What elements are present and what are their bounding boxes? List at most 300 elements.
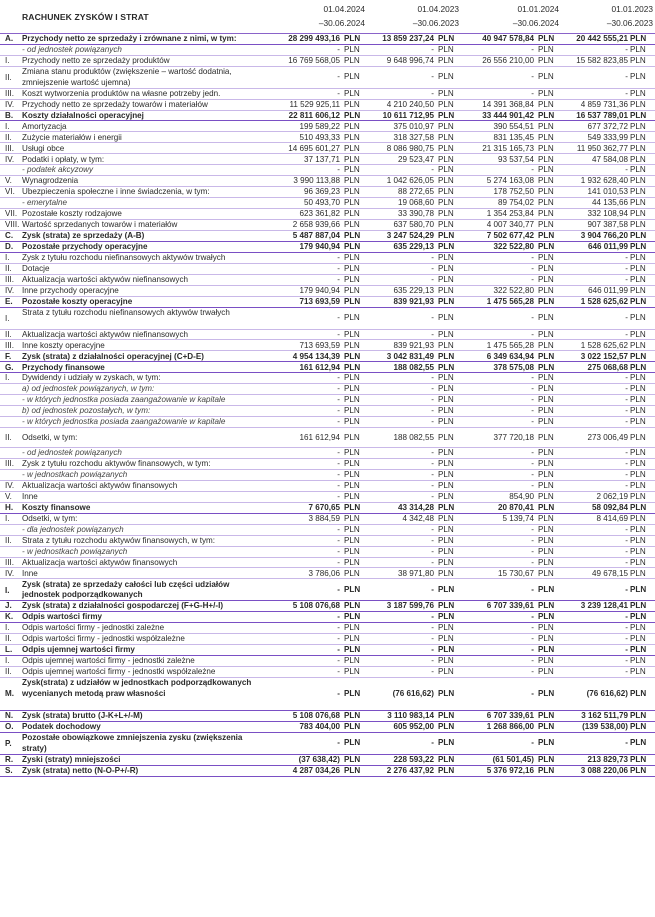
row-label: - w których jednostka posiada zaangażowanie w kapitale [22,395,226,405]
value-cell: 3 786,06 [308,568,340,578]
currency-label: PLN [630,132,646,142]
currency-label: PLN [538,481,554,490]
currency-label: PLN [538,242,555,251]
row-label: - w których jednostka posiada zaangażowanie w kapitale [22,417,226,427]
row-code: II. [5,433,12,443]
value-cell: 11 529 925,11 [289,99,340,109]
currency-label: PLN [630,546,646,556]
currency-label: PLN [344,656,360,666]
value-cell: 6 349 634,94 [486,351,534,361]
row-label: Podatek dochodowy [22,721,101,731]
currency-label: PLN [630,448,646,458]
value-cell: - [431,667,434,677]
row-label: Odpis ujemnej wartości firmy [22,645,135,655]
row-code: F. [5,351,12,361]
row-label: Inne koszty operacyjne [22,340,105,350]
value-cell: 378 575,08 [493,362,534,372]
currency-label: PLN [344,253,360,262]
value-cell: 2 276 437,92 [386,765,434,775]
row-label: - dla jednostek powiązanych [22,524,124,534]
row-label: Zyski (straty) mniejszości [22,754,121,764]
value-cell: - [337,656,340,666]
row-code: III. [5,459,14,469]
currency-label: PLN [438,384,454,394]
value-cell: 377 720,18 [493,433,534,443]
currency-label: PLN [630,481,646,490]
currency-label: PLN [438,546,454,556]
currency-label: PLN [438,601,455,611]
row-label: Zysk(strata) z udziałów w jednostkach podporządkowanych wycenianych metodą praw własności [22,678,252,698]
value-cell: 3 884,59 [308,513,340,523]
currency-label: PLN [344,351,361,361]
value-cell: - [625,384,628,394]
row-code: G. [5,362,14,372]
currency-label: PLN [438,198,454,208]
value-cell: - [625,524,628,534]
value-cell: 16 537 789,01 [576,110,628,120]
currency-label: PLN [630,55,646,65]
row-label: Odsetki, w tym: [22,433,78,443]
value-cell: 3 162 511,79 [581,711,628,720]
value-cell: 605 952,00 [393,721,434,731]
value-cell: - [431,557,434,567]
table-row [0,722,655,733]
value-cell: - [531,165,534,175]
currency-label: PLN [438,242,455,251]
table-row [0,470,655,481]
value-cell: 318 327,58 [393,132,434,142]
row-code: I. [5,55,10,65]
currency-label: PLN [438,88,454,98]
row-label: - od jednostek powiązanych [22,44,122,54]
currency-label: PLN [630,34,647,43]
row-code: V. [5,176,12,186]
value-cell: 2 658 939,66 [292,220,340,230]
value-cell: - [337,535,340,545]
table-row [0,766,655,777]
value-cell: - [531,667,534,677]
currency-label: PLN [630,263,646,273]
row-label: Koszty finansowe [22,502,91,512]
value-cell: (37 638,42) [298,754,340,764]
currency-label: PLN [538,373,554,383]
value-cell: 14 695 601,27 [288,143,340,153]
currency-label: PLN [438,634,454,644]
currency-label: PLN [630,585,647,594]
table-row [0,56,655,67]
value-cell: - [337,329,340,339]
row-label: Zysk (strata) ze sprzedaży całości lub części udziałów jednostek podporządkowanych [22,579,230,600]
currency-label: PLN [630,187,646,197]
row-label: Aktualizacja wartości aktywów niefinansowych [22,329,188,339]
value-cell: 26 556 210,00 [482,55,534,65]
table-row [0,384,655,395]
currency-label: PLN [538,72,554,82]
currency-label: PLN [438,351,455,361]
currency-label: PLN [438,373,454,383]
currency-label: PLN [630,110,647,120]
value-cell: 2 062,19 [596,491,628,501]
currency-label: PLN [538,535,554,545]
row-label: a) od jednostek powiązanych, w tym: [22,384,155,394]
value-cell: 1 475 565,28 [486,296,534,306]
currency-label: PLN [630,329,646,339]
currency-label: PLN [630,143,646,153]
currency-label: PLN [538,176,554,186]
value-cell: - [625,645,628,655]
currency-label: PLN [344,176,360,186]
row-label: Wartość sprzedanych towarów i materiałów [22,220,178,230]
value-cell: 20 442 555,21 [576,34,628,43]
value-cell: - [531,329,534,339]
currency-label: PLN [438,329,454,339]
value-cell: - [337,491,340,501]
value-cell: - [625,395,628,405]
value-cell: - [431,406,434,416]
value-cell: - [531,313,534,323]
currency-label: PLN [344,340,360,350]
currency-label: PLN [438,274,454,284]
row-label: b) od jednostek pozostałych, w tym: [22,406,151,416]
row-label: Odpis ujemnej wartości firmy - jednostki zależne [22,656,195,666]
value-cell: - [337,546,340,556]
table-row [0,406,655,417]
currency-label: PLN [344,121,360,131]
currency-label: PLN [438,187,454,197]
row-code: I. [5,623,10,633]
value-cell: 28 299 493,16 [288,34,340,43]
value-cell: - [531,645,534,655]
value-cell: 89 754,02 [497,198,534,208]
value-cell: 4 954 134,39 [292,351,340,361]
value-cell: 21 315 165,73 [482,143,534,153]
value-cell: - [337,72,340,82]
row-label: Wynagrodzenia [22,176,79,186]
currency-label: PLN [344,688,361,698]
currency-label: PLN [538,601,555,611]
currency-label: PLN [630,154,646,164]
currency-label: PLN [538,285,554,295]
row-code: D. [5,242,14,251]
value-cell: - [531,406,534,416]
value-cell: - [531,253,534,262]
currency-label: PLN [630,373,646,383]
row-code: II. [5,263,12,273]
row-code: II. [5,667,12,677]
row-code: III. [5,274,14,284]
currency-label: PLN [630,176,646,186]
value-cell: - [531,535,534,545]
value-cell: - [431,165,434,175]
value-cell: 677 372,72 [587,121,628,131]
table-row [0,144,655,155]
value-cell: - [337,645,340,655]
currency-label: PLN [438,470,454,479]
value-cell: 907 387,58 [587,220,628,230]
table-row [0,459,655,470]
currency-label: PLN [344,110,361,120]
currency-label: PLN [438,721,455,731]
value-cell: 22 811 606,12 [288,110,340,120]
currency-label: PLN [344,623,360,633]
row-label: Aktualizacja wartości aktywów finansowych [22,557,178,567]
value-cell: 37 137,71 [303,154,340,164]
value-cell: - [625,459,628,469]
currency-label: PLN [630,165,646,175]
currency-label: PLN [538,165,554,175]
value-cell: 332 108,94 [587,209,628,219]
currency-label: PLN [344,187,360,197]
value-cell: - [625,329,628,339]
value-cell: 6 707 339,61 [486,601,534,611]
table-row [0,133,655,144]
value-cell: - [531,384,534,394]
value-cell: - [625,535,628,545]
row-label: Odpis ujemnej wartości firmy - jednostki współzależne [22,667,216,677]
currency-label: PLN [344,634,360,644]
value-cell: 3 187 599,76 [386,601,434,611]
value-cell: 29 523,47 [397,154,434,164]
table-row [0,623,655,634]
currency-label: PLN [344,721,361,731]
currency-label: PLN [538,448,554,458]
value-cell: - [625,165,628,175]
currency-label: PLN [438,711,455,720]
currency-label: PLN [438,121,454,131]
value-cell: - [625,481,628,490]
value-cell: - [625,448,628,458]
currency-label: PLN [630,721,647,731]
value-cell: - [337,585,340,594]
currency-label: PLN [438,459,454,469]
currency-label: PLN [630,688,647,698]
currency-label: PLN [630,667,646,677]
currency-label: PLN [538,491,554,501]
value-cell: - [531,481,534,490]
currency-label: PLN [438,132,454,142]
currency-label: PLN [438,110,455,120]
value-cell: - [531,656,534,666]
value-cell: - [431,491,434,501]
value-cell: 831 135,45 [493,132,534,142]
currency-label: PLN [538,263,554,273]
value-cell: - [431,546,434,556]
currency-label: PLN [344,524,360,534]
value-cell: - [431,373,434,383]
currency-label: PLN [630,634,646,644]
value-cell: - [431,313,434,323]
value-cell: - [337,88,340,98]
row-label: Ubezpieczenia społeczne i inne świadczenia, w tym: [22,187,210,197]
currency-label: PLN [344,667,360,677]
table-row [0,308,655,330]
value-cell: 96 369,23 [303,187,340,197]
currency-label: PLN [438,656,454,666]
value-cell: 43 314,28 [397,502,434,512]
table-row [0,481,655,492]
currency-label: PLN [438,44,454,54]
row-code: II. [5,634,12,644]
row-label: Pozostałe koszty rodzajowe [22,209,122,219]
table-row [0,634,655,645]
table-row [0,100,655,111]
value-cell: - [337,612,340,622]
currency-label: PLN [344,231,361,241]
currency-label: PLN [344,645,361,655]
row-code: A. [5,34,14,43]
currency-label: PLN [538,634,554,644]
currency-label: PLN [630,351,647,361]
currency-label: PLN [538,220,554,230]
currency-label: PLN [538,121,554,131]
value-cell: 1 268 866,00 [486,721,534,731]
currency-label: PLN [538,110,555,120]
value-cell: - [431,470,434,479]
currency-label: PLN [538,738,555,748]
value-cell: - [337,417,340,427]
value-cell: - [431,448,434,458]
value-cell: - [337,459,340,469]
currency-label: PLN [438,535,454,545]
value-cell: - [531,738,534,748]
value-cell: - [337,165,340,175]
row-label: Zysk (strata) brutto (J-K+L+/-M) [22,711,143,720]
value-cell: - [625,274,628,284]
value-cell: 646 011,99 [587,242,628,251]
table-row [0,209,655,220]
period-column-4 [543,2,653,30]
currency-label: PLN [438,99,454,109]
value-cell: 161 612,94 [299,362,340,372]
currency-label: PLN [538,395,554,405]
table-row [0,645,655,656]
currency-label: PLN [630,296,647,306]
value-cell: 3 247 524,29 [386,231,434,241]
value-cell: - [625,88,628,98]
value-cell: - [531,585,534,594]
row-code: III. [5,88,14,98]
value-cell: 635 229,13 [393,285,434,295]
value-cell: - [625,470,628,479]
row-label: Pozostałe obowiązkowe zmniejszenia zysku (zwiększenia straty) [22,732,243,753]
row-code: II. [5,132,12,142]
value-cell: - [337,623,340,633]
value-cell: - [337,253,340,262]
value-cell: (139 538,00) [582,721,628,731]
currency-label: PLN [438,765,455,775]
value-cell: 8 414,69 [596,513,628,523]
table-row [0,122,655,133]
table-row [0,667,655,678]
currency-label: PLN [438,176,454,186]
currency-label: PLN [630,242,647,251]
value-cell: - [431,88,434,98]
currency-label: PLN [438,491,454,501]
value-cell: 15 582 823,85 [576,55,628,65]
value-cell: - [337,373,340,383]
value-cell: 623 361,82 [299,209,340,219]
value-cell: 1 354 253,84 [486,209,534,219]
currency-label: PLN [344,406,360,416]
row-label: Zysk z tytułu rozchodu niefinansowych aktywów trwałych [22,253,226,262]
value-cell: 19 068,60 [397,198,434,208]
currency-label: PLN [630,231,647,241]
currency-label: PLN [438,220,454,230]
value-cell: 8 086 980,75 [386,143,434,153]
table-row [0,155,655,166]
currency-label: PLN [438,585,455,594]
currency-label: PLN [538,34,555,43]
currency-label: PLN [630,220,646,230]
currency-label: PLN [630,612,647,622]
value-cell: 1 475 565,28 [486,340,534,350]
value-cell: - [337,667,340,677]
currency-label: PLN [538,313,554,323]
table-row [0,363,655,374]
currency-label: PLN [630,121,646,131]
value-cell: - [431,524,434,534]
table-row [0,264,655,275]
value-cell: 88 272,65 [397,187,434,197]
currency-label: PLN [344,44,360,54]
table-row [0,612,655,623]
currency-label: PLN [438,738,455,748]
value-cell: 47 584,08 [591,154,628,164]
row-label: Zysk z tytułu rozchodu aktywów finansowych, w tym: [22,459,211,469]
period-column-2 [349,2,459,30]
currency-label: PLN [630,406,646,416]
row-label: Aktualizacja wartości aktywów finansowych [22,481,178,490]
currency-label: PLN [438,568,454,578]
value-cell: 3 088 220,06 [580,765,628,775]
row-code: IV. [5,154,15,164]
currency-label: PLN [538,667,554,677]
currency-label: PLN [630,568,646,578]
currency-label: PLN [438,448,454,458]
currency-label: PLN [538,187,554,197]
currency-label: PLN [538,132,554,142]
currency-label: PLN [438,754,455,764]
currency-label: PLN [438,395,454,405]
value-cell: - [337,470,340,479]
currency-label: PLN [538,296,555,306]
row-code: B. [5,110,14,120]
value-cell: - [337,448,340,458]
row-label: Dotacje [22,263,50,273]
row-code: IV. [5,285,15,295]
row-label: Usługi obce [22,143,65,153]
currency-label: PLN [630,285,646,295]
currency-label: PLN [630,754,647,764]
value-cell: - [531,417,534,427]
value-cell: - [531,470,534,479]
currency-label: PLN [630,765,647,775]
currency-label: PLN [438,55,454,65]
value-cell: - [625,667,628,677]
row-code: I. [5,121,10,131]
value-cell: 375 010,97 [393,121,434,131]
currency-label: PLN [438,253,454,262]
value-cell: - [431,395,434,405]
table-row [0,341,655,352]
table-row [0,492,655,503]
table-row [0,428,655,448]
row-code: III. [5,340,14,350]
value-cell: 4 342,48 [402,513,434,523]
value-cell: 16 769 568,05 [288,55,340,65]
currency-label: PLN [344,546,360,556]
value-cell: 5 139,74 [502,513,534,523]
